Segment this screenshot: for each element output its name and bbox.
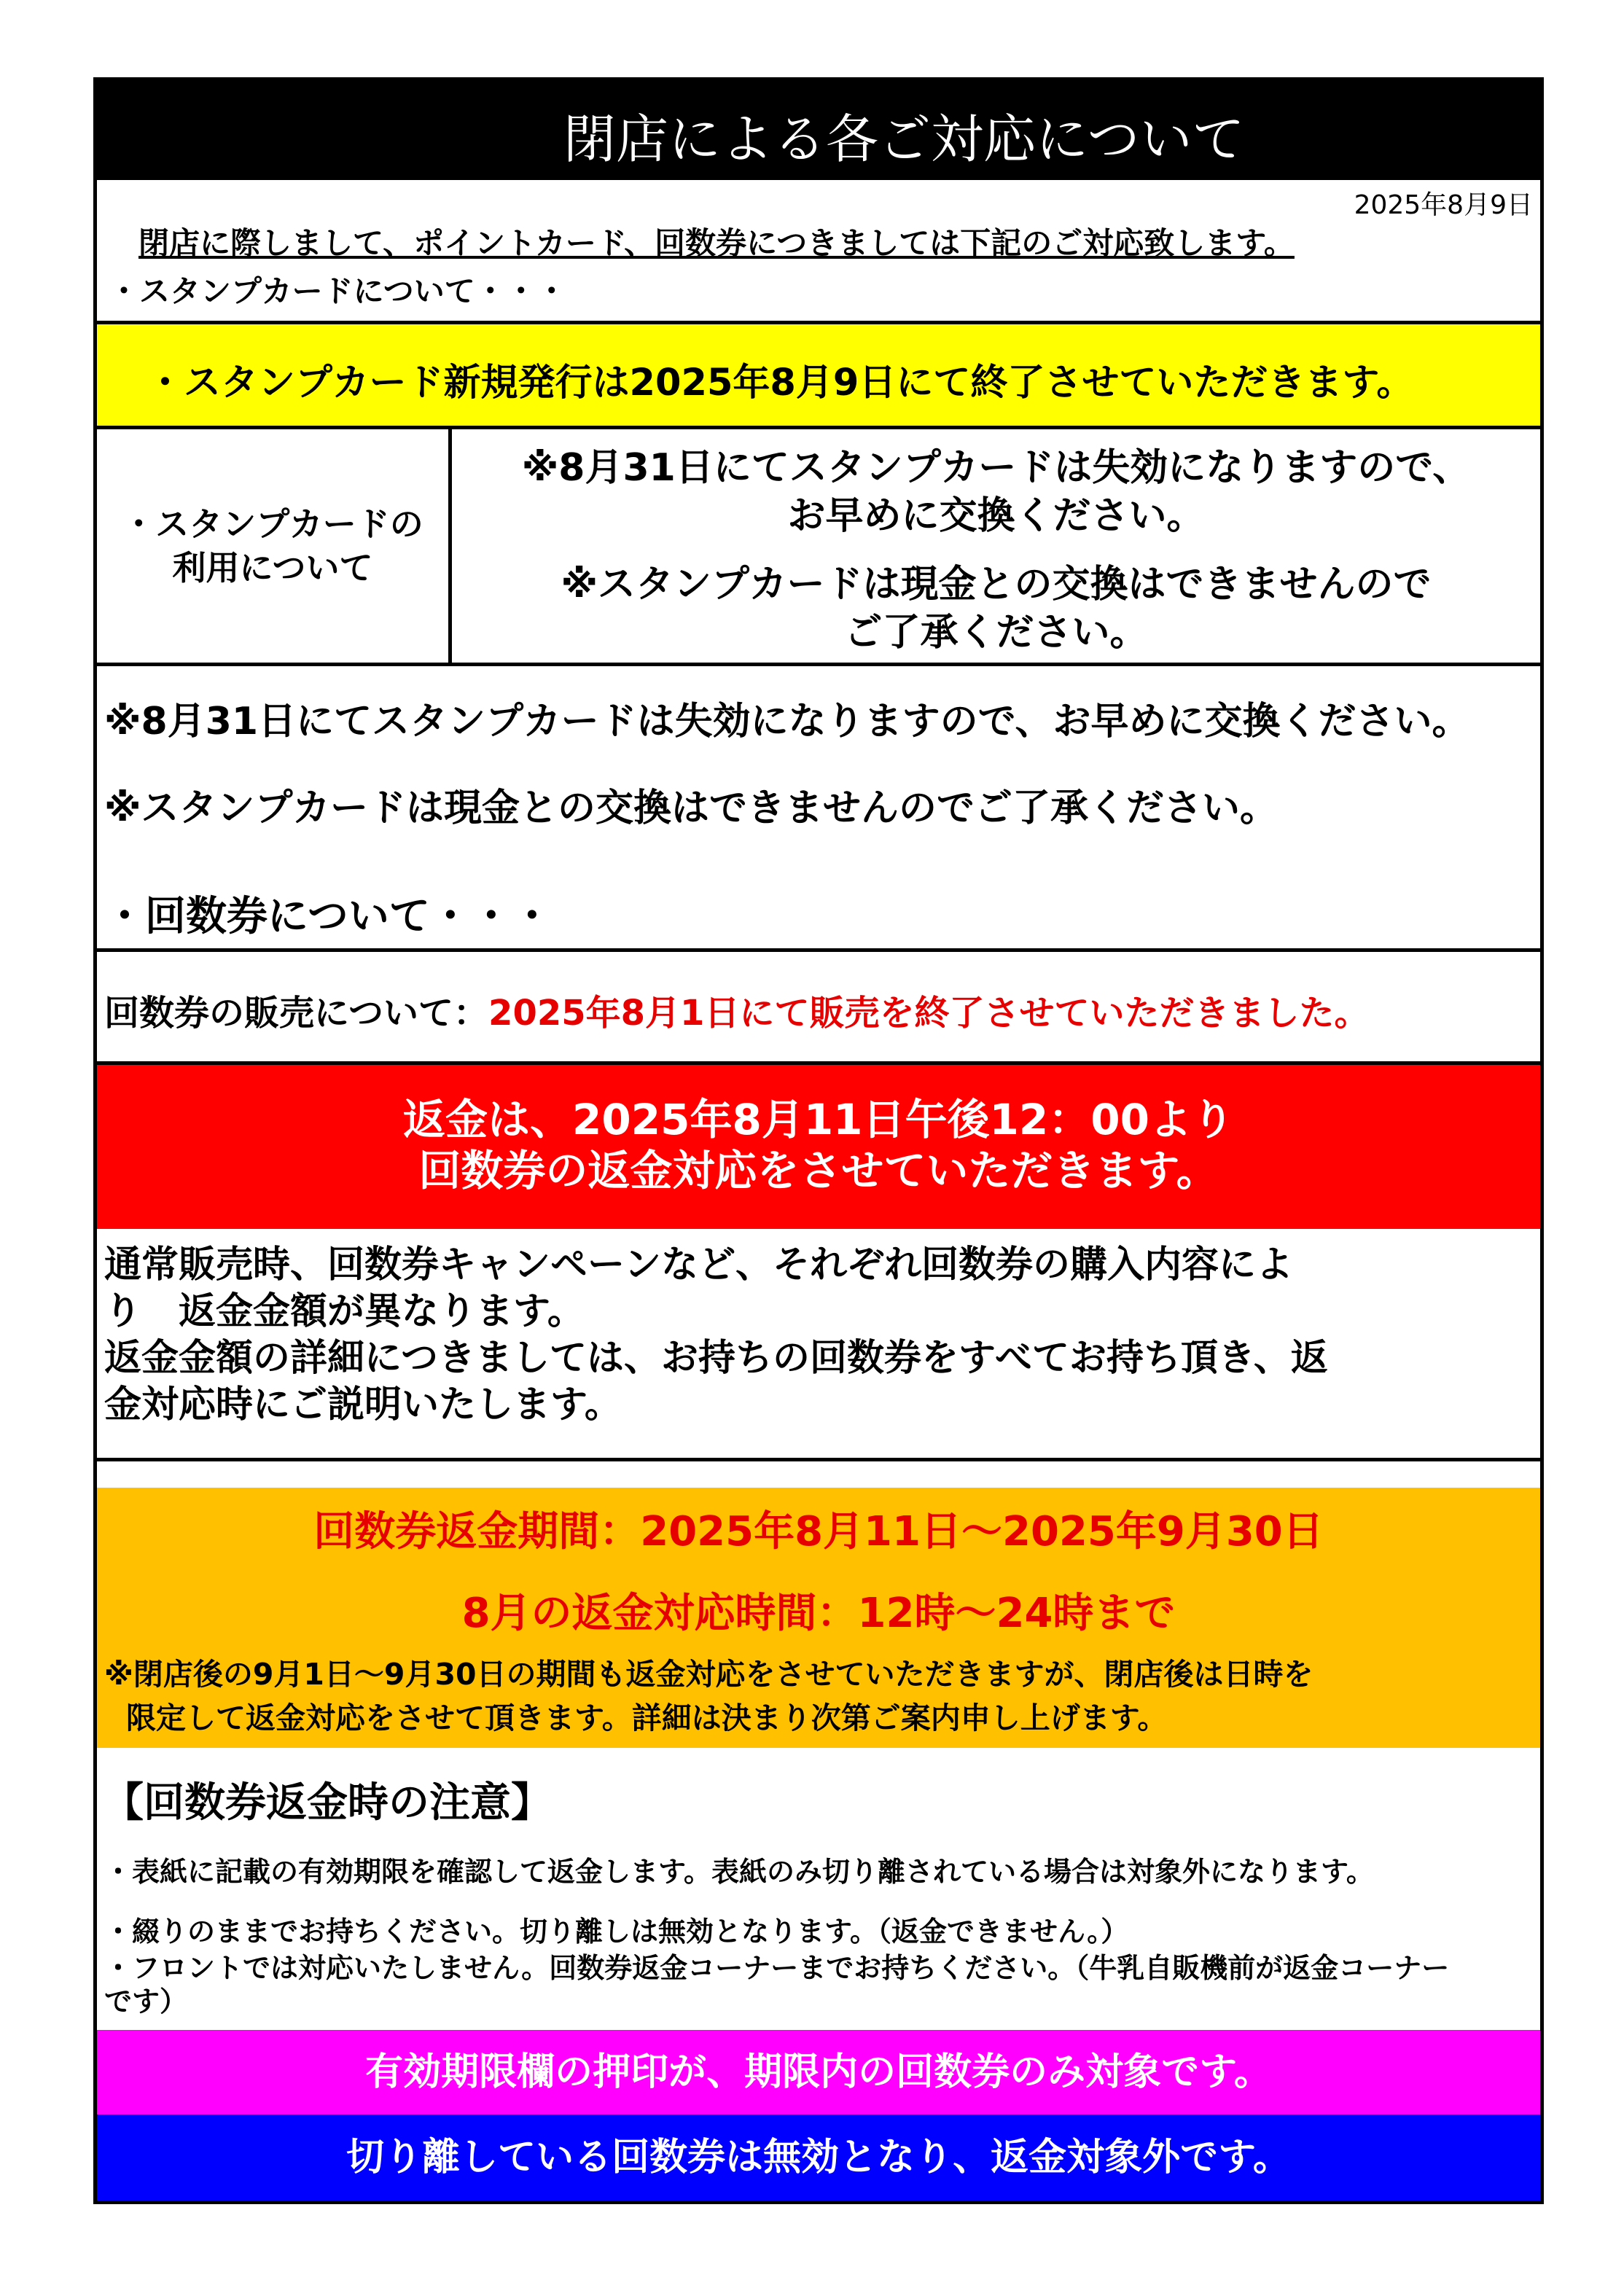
title-bar [97, 81, 1540, 180]
stamp-usage-notes [452, 444, 1540, 657]
ticket-sales-label: 回数券の販売について： [104, 993, 489, 1034]
refund-detail [104, 1242, 1328, 1429]
refund-period-note-line1: ※閉店後の9月1日～9月30日の期間も返金対応をさせていただきますが、閉店後は日時を [104, 1657, 1313, 1692]
page-title: 閉店による各ご対応について [563, 109, 1245, 170]
stamp-usage-note2-line1: ※スタンプカードは現金との交換はできませんので [561, 563, 1432, 606]
stamp-banner [97, 324, 1540, 426]
blue-banner-text: 切り離している回数券は無効となり、返金対象外です。 [346, 2136, 1291, 2179]
caution-item1: ・表紙に記載の有効期限を確認して返金します。表紙のみ切り離されている場合は対象外になります。 [104, 1856, 1374, 1888]
refund-hours-text: 8月の返金対応時間：12時～24時まで [461, 1590, 1176, 1637]
notice-frame [93, 77, 1544, 2204]
stamp-heading: ・スタンプカードについて・・・ [109, 273, 567, 309]
date: 2025年8月9日 [1354, 190, 1533, 220]
blue-banner [97, 2115, 1540, 2201]
refund-detail-line4: 金対応時にご説明いたします。 [104, 1383, 622, 1426]
refund-detail-line1: 通常販売時、回数券キャンペーンなど、それぞれ回数券の購入内容によ [104, 1243, 1293, 1286]
ticket-sales [104, 985, 1369, 1035]
refund-detail-line2: り 返金金額が異なります。 [104, 1290, 585, 1333]
ticket-heading: ・回数券について・・・ [104, 893, 553, 940]
refund-banner-line1: 返金は、2025年8月11日午後12：00より [403, 1095, 1234, 1144]
intro-text: 閉店に際しまして、ポイントカード、回数券につきましては下記のご対応致します。 [138, 225, 1295, 261]
stamp-note1: ※8月31日にてスタンプカードは失効になりますので、お早めに交換ください。 [104, 700, 1470, 743]
stamp-usage-label [97, 502, 448, 590]
refund-period-note [104, 1652, 1313, 1740]
stamp-usage-label-line1: ・スタンプカードの [122, 504, 423, 544]
caution-item3-line2: です） [104, 1985, 188, 2018]
stamp-banner-text: ・スタンプカード新規発行は2025年8月9日にて終了させていただきます。 [147, 362, 1414, 405]
refund-period [97, 1488, 1540, 1748]
caution-heading: 【回数券返金時の注意】 [103, 1779, 552, 1827]
magenta-banner-text: 有効期限欄の押印が、期限内の回数券のみ対象です。 [365, 2050, 1272, 2094]
caution-item3 [104, 1951, 1449, 2018]
caution-item3-line1: ・フロントでは対応いたしません。回数券返金コーナーまでお持ちください。（牛乳自販機前が返金コーナー [104, 1952, 1450, 1984]
stamp-usage [97, 429, 1540, 663]
stamp-usage-note1-line1: ※8月31日にてスタンプカードは失効になりますので、 [521, 446, 1471, 490]
stamp-usage-label-line2: 利用について [172, 548, 373, 587]
stamp-usage-note2-line2: ご了承ください。 [844, 611, 1148, 655]
magenta-banner [97, 2030, 1540, 2115]
refund-banner-line2: 回数券の返金対応をさせていただきます。 [418, 1146, 1219, 1195]
ticket-sales-value: 2025年8月1日にて販売を終了させていただきました。 [488, 993, 1370, 1034]
refund-period-text: 回数券返金期間：2025年8月11日～2025年9月30日 [313, 1508, 1324, 1555]
refund-detail-line3: 返金金額の詳細につきましては、お持ちの回数券をすべてお持ち頂き、返 [104, 1337, 1328, 1380]
stamp-note2: ※スタンプカードは現金との交換はできませんのでご了承ください。 [104, 786, 1278, 830]
divider [97, 663, 1540, 666]
stamp-usage-note1-line2: お早めに交換ください。 [787, 494, 1205, 538]
refund-banner [97, 1065, 1540, 1229]
divider [97, 948, 1540, 952]
caution-item2: ・綴りのままでお持ちください。切り離しは無効となります。（返金できません。） [104, 1916, 1129, 1948]
refund-period-note-line2: 限定して返金対応をさせて頂きます。詳細は決まり次第ご案内申し上げます。 [126, 1700, 1168, 1735]
divider [97, 1458, 1540, 1461]
